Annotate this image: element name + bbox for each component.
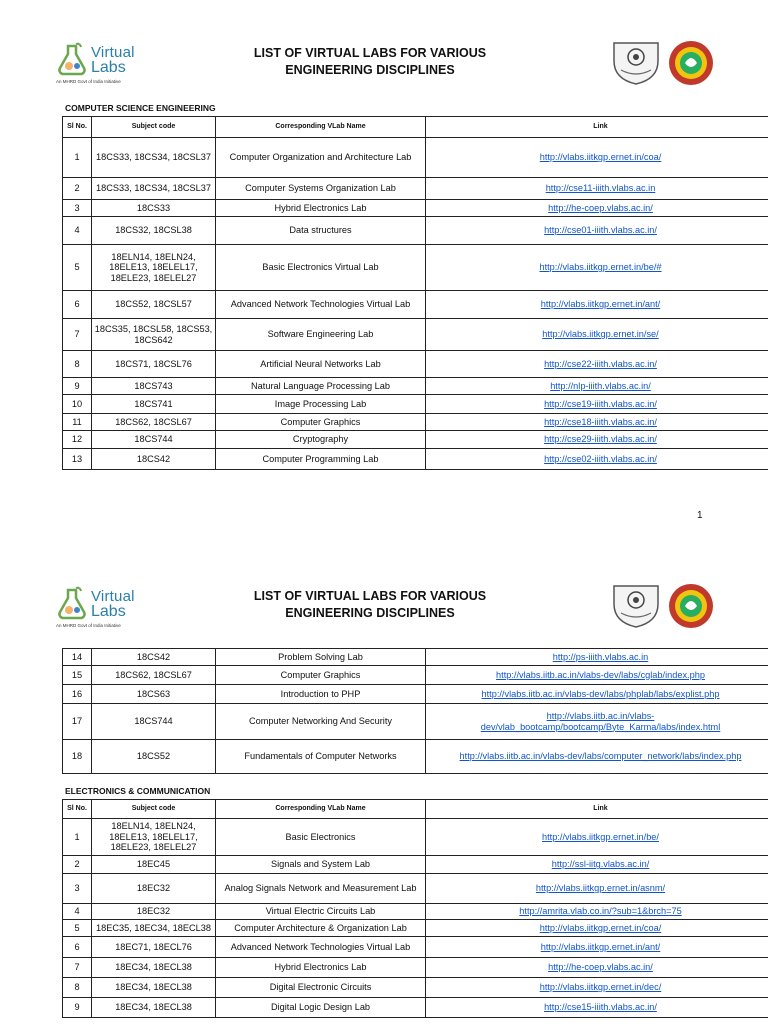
header-sl: Sl No. <box>63 117 92 138</box>
cell-code: 18EC34, 18ECL38 <box>92 958 216 978</box>
cell-code: 18EC35, 18EC34, 18ECL38 <box>92 920 216 937</box>
table-row <box>63 874 768 904</box>
table-row <box>63 998 768 1018</box>
logo-tagline: An MHRD Govt of India Initiative <box>56 79 121 84</box>
cell-sl: 4 <box>63 904 92 920</box>
lab-link[interactable]: http://vlabs.iitkgp.ernet.in/dec/ <box>539 982 662 993</box>
table-row <box>63 351 768 378</box>
cell-sl: 13 <box>63 449 92 470</box>
table-row <box>63 414 768 431</box>
lab-link[interactable]: http://vlabs.iitkgp.ernet.in/be/# <box>539 262 662 273</box>
logo-word-labs: Labs <box>91 603 126 620</box>
cell-code: 18EC45 <box>92 856 216 874</box>
university-seal-icon <box>668 581 714 631</box>
lab-link[interactable]: http://cse11-iiith.vlabs.ac.in <box>545 183 656 194</box>
cell-name: Problem Solving Lab <box>216 649 426 666</box>
lab-link[interactable]: http://cse15-iiith.vlabs.ac.in/ <box>544 1002 657 1013</box>
cell-name: Analog Signals Network and Measurement Lab <box>216 874 426 904</box>
table-row <box>63 920 768 937</box>
cell-name: Virtual Electric Circuits Lab <box>216 904 426 920</box>
cell-sl: 1 <box>63 819 92 856</box>
cse-cont-table-body <box>63 649 768 774</box>
lab-link[interactable]: http://vlabs.iitkgp.ernet.in/be/ <box>542 831 659 842</box>
cell-sl: 2 <box>63 856 92 874</box>
lab-link[interactable]: http://vlabs.iitkgp.ernet.in/coa/ <box>539 152 662 163</box>
header-link: Link <box>426 800 768 819</box>
lab-link[interactable]: http://cse02-iiith.vlabs.ac.in/ <box>544 453 657 464</box>
flask-icon <box>56 586 90 620</box>
table-row <box>63 138 768 178</box>
lab-link[interactable]: http://vlabs.iitkgp.ernet.in/ant/ <box>540 941 661 952</box>
table-row <box>63 666 768 685</box>
title-line-2: ENGINEERING DISCIPLINES <box>285 606 455 620</box>
table-row <box>63 819 768 856</box>
lab-link[interactable]: http://vlabs.iitb.ac.in/vlabs-dev/labs/cglab/index.php <box>496 669 705 680</box>
lab-link[interactable]: http://cse01-iiith.vlabs.ac.in/ <box>544 225 657 236</box>
cell-name: Fundamentals of Computer Networks <box>216 740 426 774</box>
cell-name: Computer Networking And Security <box>216 704 426 740</box>
table-row <box>63 856 768 874</box>
cell-name: Artificial Neural Networks Lab <box>216 351 426 378</box>
cell-code: 18CS52 <box>92 740 216 774</box>
table-row <box>63 649 768 666</box>
header-name: Corresponding VLab Name <box>216 800 426 819</box>
cell-sl: 6 <box>63 291 92 319</box>
logo-word-virtual: Virtual <box>91 44 135 61</box>
cell-code: 18CS71, 18CSL76 <box>92 351 216 378</box>
cell-name: Digital Logic Design Lab <box>216 998 426 1018</box>
cell-code: 18CS52, 18CSL57 <box>92 291 216 319</box>
lab-link[interactable]: http://cse22-iiith.vlabs.ac.in/ <box>544 358 657 369</box>
cell-name: Computer Systems Organization Lab <box>216 178 426 200</box>
lab-link[interactable]: http://he-coep.vlabs.ac.in/ <box>548 202 653 213</box>
cell-code: 18EC34, 18ECL38 <box>92 998 216 1018</box>
cell-code: 18EC32 <box>92 874 216 904</box>
cell-sl: 5 <box>63 920 92 937</box>
cell-sl: 10 <box>63 395 92 414</box>
cell-sl: 18 <box>63 740 92 774</box>
cell-code: 18CS32, 18CSL38 <box>92 217 216 245</box>
document-title <box>200 588 540 622</box>
table-row <box>63 319 768 351</box>
university-seal-icon <box>668 38 714 88</box>
cell-code: 18CS741 <box>92 395 216 414</box>
cse-table-continued <box>62 648 768 774</box>
cell-code: 18CS62, 18CSL67 <box>92 414 216 431</box>
cell-name: Computer Graphics <box>216 414 426 431</box>
title-line-1: LIST OF VIRTUAL LABS FOR VARIOUS <box>253 46 487 60</box>
table-row <box>63 217 768 245</box>
ece-section-label: ELECTRONICS & COMMUNICATION <box>65 786 211 796</box>
cell-code: 18ELN14, 18ELN24, 18ELE13, 18ELEL17, 18ELE23, 18ELEL27 <box>92 245 216 291</box>
cell-sl: 1 <box>63 138 92 178</box>
cell-sl: 7 <box>63 319 92 351</box>
page-number: 1 <box>697 510 703 521</box>
cell-code: 18CS33, 18CS34, 18CSL37 <box>92 178 216 200</box>
lab-link[interactable]: http://ps-iiith.vlabs.ac.in <box>552 651 649 662</box>
cell-sl: 16 <box>63 685 92 704</box>
cell-name: Data structures <box>216 217 426 245</box>
cell-code: 18CS35, 18CSL58, 18CS53, 18CS642 <box>92 319 216 351</box>
cell-name: Natural Language Processing Lab <box>216 378 426 395</box>
institution-crest-icon <box>611 40 661 86</box>
cell-sl: 9 <box>63 378 92 395</box>
cse-section-label: COMPUTER SCIENCE ENGINEERING <box>65 103 216 113</box>
institution-crest-icon <box>611 583 661 629</box>
table-row <box>63 378 768 395</box>
cell-code: 18CS744 <box>92 704 216 740</box>
cell-sl: 7 <box>63 958 92 978</box>
flask-icon <box>56 42 90 76</box>
cse-table-body <box>63 138 768 470</box>
logo-word-labs: Labs <box>91 59 126 76</box>
cell-name: Advanced Network Technologies Virtual Lab <box>216 291 426 319</box>
lab-link[interactable]: http://vlabs.iitkgp.ernet.in/asnm/ <box>535 883 666 894</box>
title-line-2: ENGINEERING DISCIPLINES <box>285 63 455 77</box>
cell-code: 18CS743 <box>92 378 216 395</box>
lab-link[interactable]: http://cse29-iiith.vlabs.ac.in/ <box>544 434 657 445</box>
lab-link[interactable]: http://he-coep.vlabs.ac.in/ <box>548 962 653 973</box>
lab-link[interactable]: http://vlabs.iitb.ac.in/vlabs-dev/labs/phplab/labs/explist.php <box>481 688 720 699</box>
cell-sl: 4 <box>63 217 92 245</box>
table-header-row <box>63 800 768 819</box>
cell-code: 18CS33, 18CS34, 18CSL37 <box>92 138 216 178</box>
header-code: Subject code <box>92 800 216 819</box>
lab-link[interactable]: http://amrita.vlab.co.in/?sub=1&brch=75 <box>519 906 682 917</box>
table-row <box>63 449 768 470</box>
cell-sl: 17 <box>63 704 92 740</box>
cell-code: 18CS33 <box>92 200 216 217</box>
cell-name: Hybrid Electronics Lab <box>216 200 426 217</box>
cell-code: 18CS744 <box>92 431 216 449</box>
header-sl: Sl No. <box>63 800 92 819</box>
lab-link[interactable]: http://cse19-iiith.vlabs.ac.in/ <box>544 398 657 409</box>
table-row <box>63 431 768 449</box>
cell-sl: 14 <box>63 649 92 666</box>
cell-sl: 9 <box>63 998 92 1018</box>
cell-sl: 8 <box>63 351 92 378</box>
cell-name: Image Processing Lab <box>216 395 426 414</box>
cell-code: 18CS42 <box>92 649 216 666</box>
cell-sl: 11 <box>63 414 92 431</box>
lab-link[interactable]: http://vlabs.iitb.ac.in/vlabs-dev/vlab_bootcamp/bootcamp/Byte_Karma/labs/index.html <box>480 711 721 732</box>
cell-name: Hybrid Electronics Lab <box>216 958 426 978</box>
table-row <box>63 978 768 998</box>
ece-table-body <box>63 819 768 1018</box>
cell-sl: 3 <box>63 200 92 217</box>
table-header-row <box>63 117 768 138</box>
cell-name: Computer Organization and Architecture Lab <box>216 138 426 178</box>
cell-code: 18EC32 <box>92 904 216 920</box>
table-row <box>63 904 768 920</box>
cell-name: Basic Electronics Virtual Lab <box>216 245 426 291</box>
lab-link[interactable]: http://vlabs.iitb.ac.in/vlabs-dev/labs/computer_network/labs/index.php <box>459 751 742 762</box>
cell-sl: 3 <box>63 874 92 904</box>
cell-name: Software Engineering Lab <box>216 319 426 351</box>
lab-link[interactable]: http://vlabs.iitkgp.ernet.in/se/ <box>542 329 659 340</box>
title-line-1: LIST OF VIRTUAL LABS FOR VARIOUS <box>253 589 487 603</box>
header-name: Corresponding VLab Name <box>216 117 426 138</box>
virtual-labs-logo <box>56 586 166 634</box>
ece-table <box>62 799 768 1018</box>
header-link: Link <box>426 117 768 138</box>
cell-name: Computer Architecture & Organization Lab <box>216 920 426 937</box>
logo-word-virtual: Virtual <box>91 588 135 605</box>
table-row <box>63 704 768 740</box>
cell-name: Digital Electronic Circuits <box>216 978 426 998</box>
header-code: Subject code <box>92 117 216 138</box>
table-row <box>63 200 768 217</box>
cell-name: Signals and System Lab <box>216 856 426 874</box>
table-row <box>63 740 768 774</box>
cell-code: 18EC34, 18ECL38 <box>92 978 216 998</box>
logo-tagline: An MHRD Govt of India Initiative <box>56 623 121 628</box>
cell-code: 18ELN14, 18ELN24, 18ELE13, 18ELEL17, 18ELE23, 18ELEL27 <box>92 819 216 856</box>
cell-sl: 8 <box>63 978 92 998</box>
page-1-header <box>0 0 768 100</box>
table-row <box>63 291 768 319</box>
virtual-labs-logo <box>56 42 166 90</box>
document-title <box>200 45 540 79</box>
cell-code: 18CS42 <box>92 449 216 470</box>
table-row <box>63 937 768 958</box>
lab-link[interactable]: http://vlabs.iitkgp.ernet.in/coa/ <box>539 922 662 933</box>
lab-link[interactable]: http://vlabs.iitkgp.ernet.in/ant/ <box>540 299 661 310</box>
table-row <box>63 178 768 200</box>
cell-sl: 15 <box>63 666 92 685</box>
cell-name: Basic Electronics <box>216 819 426 856</box>
cse-table <box>62 116 768 470</box>
table-row <box>63 685 768 704</box>
cell-code: 18EC71, 18ECL76 <box>92 937 216 958</box>
cell-name: Introduction to PHP <box>216 685 426 704</box>
table-row <box>63 245 768 291</box>
cell-code: 18CS63 <box>92 685 216 704</box>
cell-sl: 5 <box>63 245 92 291</box>
cell-name: Computer Programming Lab <box>216 449 426 470</box>
cell-sl: 6 <box>63 937 92 958</box>
page-2-header <box>0 575 768 650</box>
lab-link[interactable]: http://nlp-iiith.vlabs.ac.in/ <box>550 380 651 391</box>
cell-name: Advanced Network Technologies Virtual Lab <box>216 937 426 958</box>
lab-link[interactable]: http://ssl-iitg.vlabs.ac.in/ <box>551 859 650 870</box>
table-row <box>63 395 768 414</box>
lab-link[interactable]: http://cse18-iiith.vlabs.ac.in/ <box>544 416 657 427</box>
cell-code: 18CS62, 18CSL67 <box>92 666 216 685</box>
cell-name: Cryptography <box>216 431 426 449</box>
cell-name: Computer Graphics <box>216 666 426 685</box>
cell-sl: 2 <box>63 178 92 200</box>
table-row <box>63 958 768 978</box>
cell-sl: 12 <box>63 431 92 449</box>
